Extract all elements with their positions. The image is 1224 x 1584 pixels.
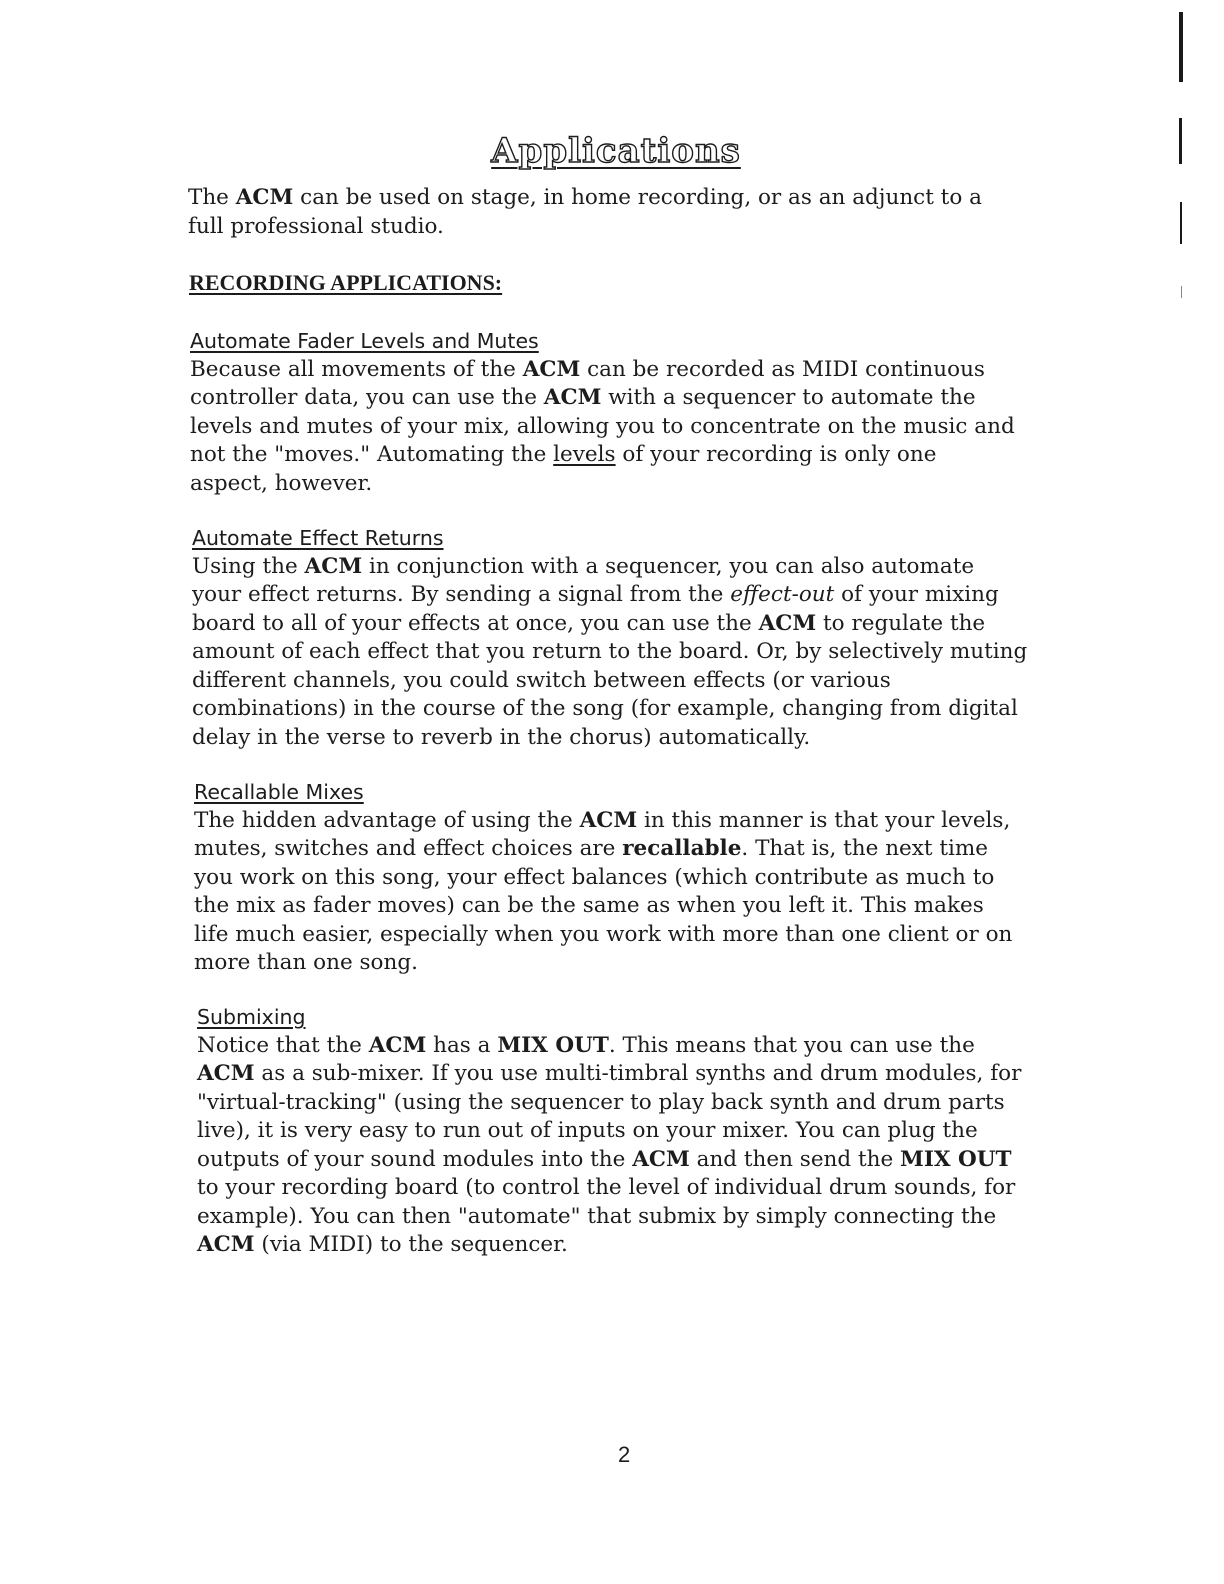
mix-out-term: MIX OUT xyxy=(900,1146,1012,1172)
body-text: of your mixing board to all of your effects at once, you can use the xyxy=(192,582,999,636)
body-text: and then send the xyxy=(689,1146,901,1172)
scan-edge-mark xyxy=(1181,286,1182,298)
levels-emphasis: levels xyxy=(553,442,616,467)
mix-out-term: MIX OUT xyxy=(497,1032,609,1058)
body-text: can be recorded as MIDI continuous controller data, you can use the xyxy=(190,356,985,410)
recall-section xyxy=(194,778,1014,978)
body-text: has a xyxy=(426,1032,498,1058)
effects-section xyxy=(192,524,1028,752)
acm-term: ACM xyxy=(632,1146,690,1172)
body-text: Notice that the xyxy=(197,1032,369,1058)
body-text: Using the xyxy=(192,553,305,579)
section-heading: RECORDING APPLICATIONS: xyxy=(189,270,503,295)
acm-term: ACM xyxy=(197,1232,255,1257)
body-text: to your recording board (to control the level of individual drum sounds, for example). You can then "automate" that submix by simply connecting the xyxy=(197,1175,1016,1229)
recallable-emphasis: recallable xyxy=(622,836,742,861)
effect-out-term: effect-out xyxy=(730,582,835,607)
acm-term: ACM xyxy=(235,185,294,210)
recall-heading: Recallable Mixes xyxy=(194,780,364,804)
scan-edge-mark xyxy=(1179,12,1183,82)
effects-paragraph xyxy=(192,553,1028,753)
body-text: in conjunction with a sequencer, you can also automate your effect returns. By sending a signal from the xyxy=(192,553,975,607)
acm-term: ACM xyxy=(197,1061,255,1086)
fader-section xyxy=(190,327,1020,498)
scan-edge-mark xyxy=(1180,202,1182,244)
body-text: of your recording is only one aspect, however. xyxy=(190,442,937,496)
submix-paragraph xyxy=(197,1032,1025,1260)
acm-term: ACM xyxy=(522,356,581,382)
page-number: 2 xyxy=(618,1442,631,1467)
intro-text: can be used on stage, in home recording, or as an adjunct to a full professional studio. xyxy=(188,185,982,239)
body-text: The hidden advantage of using the xyxy=(194,807,580,833)
intro-text: The xyxy=(188,185,236,210)
body-text: Because all movements of the xyxy=(190,356,523,382)
fader-paragraph xyxy=(190,356,1020,499)
body-text: . This means that you can use the xyxy=(608,1032,975,1058)
body-text: (via MIDI) to the sequencer. xyxy=(254,1232,568,1257)
body-text: . That is, the next time you work on this song, your effect balances (which contribute as much to the mix as fader moves) can be the same as when you left it. This makes life much easier, especially when you work with more than one client or on more than one song. xyxy=(194,836,1013,975)
body-text: as a sub-mixer. If you use multi-timbral synths and drum modules, for "virtual-tracking" (using the sequencer to play back synth and drum parts live), it is very easy to run out of inputs on your mixer. You can plug the outputs of your sound modules into the xyxy=(197,1061,1022,1172)
acm-term: ACM xyxy=(543,385,602,410)
acm-term: ACM xyxy=(368,1032,427,1058)
submix-heading: Submixing xyxy=(197,1005,306,1029)
submix-section xyxy=(197,1003,1025,1260)
recall-paragraph xyxy=(194,807,1014,978)
intro-paragraph xyxy=(188,184,988,241)
acm-term: ACM xyxy=(758,610,817,636)
scan-edge-mark xyxy=(1179,118,1182,164)
body-text: in this manner is that your levels, mutes, switches and effect choices are xyxy=(194,807,1011,861)
fader-heading: Automate Fader Levels and Mutes xyxy=(190,329,539,353)
effects-heading: Automate Effect Returns xyxy=(192,526,444,550)
body-text: to regulate the amount of each effect that you return to the board. Or, by selectively muting different channels, you could switch between effects (or various combinations) in the course of the song (for example, changing from digital delay in the verse to reverb in the chorus) automatically. xyxy=(192,610,1028,750)
body-text: with a sequencer to automate the levels and mutes of your mix, allowing you to concentrate on the music and not the "moves." Automating the xyxy=(190,385,1015,467)
acm-term: ACM xyxy=(304,553,363,579)
acm-term: ACM xyxy=(579,807,638,833)
page-title: Applications xyxy=(491,130,741,171)
